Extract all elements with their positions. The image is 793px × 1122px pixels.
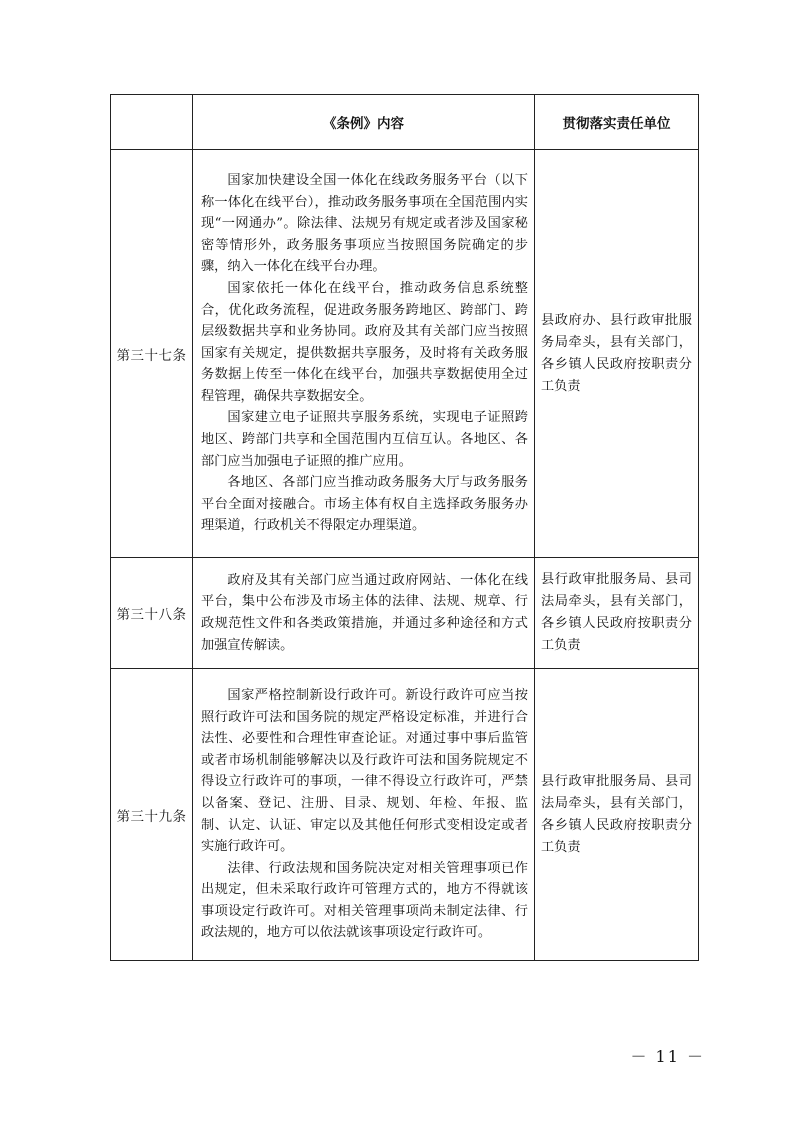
article-number: 第三十八条: [111, 558, 193, 669]
page-number: － 11 －: [630, 1047, 705, 1066]
table-row: [111, 669, 699, 961]
content-paragraph: 国家建立电子证照共享服务系统，实现电子证照跨地区、跨部门共享和全国范围内互信互认。各地区、各部门应当加强电子证照的推广应用。: [201, 410, 528, 469]
article-number: 第三十七条: [111, 150, 193, 558]
table-row: [111, 558, 699, 669]
article-number: 第三十九条: [111, 669, 193, 961]
responsible-unit: 县政府办、县行政审批服务局牵头，县有关部门，各乡镇人民政府按职责分工负责: [535, 150, 699, 558]
content-paragraph: 政府及其有关部门应当通过政府网站、一体化在线平台，集中公布涉及市场主体的法律、法规、规章、行政规范性文件和各类政策措施，并通过多种途径和方式加强宣传解读。: [201, 572, 528, 653]
unit-column-header: 贯彻落实责任单位: [535, 95, 699, 150]
article-column-header: [111, 95, 193, 150]
article-content: [193, 669, 535, 961]
responsible-unit: 县行政审批服务局、县司法局牵头，县有关部门，各乡镇人民政府按职责分工负责: [535, 558, 699, 669]
content-paragraph: 国家加快建设全国一体化在线政务服务平台（以下称一体化在线平台），推动政务服务事项在全国范围内实现“一网通办”。除法律、法规另有规定或者涉及国家秘密等情形外，政务服务事项应当按照国务院确定的步骤，纳入一体化在线平台办理。: [201, 172, 528, 275]
article-content: [193, 558, 535, 669]
content-paragraph: 国家依托一体化在线平台，推动政务信息系统整合，优化政务流程，促进政务服务跨地区、跨部门、跨层级数据共享和业务协同。政府及其有关部门应当按照国家有关规定，提供数据共享服务，及时将有关政务服务数据上传至一体化在线平台，加强共享数据使用全过程管理，确保共享数据安全。: [201, 280, 528, 404]
content-paragraph: 各地区、各部门应当推动政务服务大厅与政务服务平台全面对接融合。市场主体有权自主选择政务服务办理渠道，行政机关不得限定办理渠道。: [201, 475, 528, 534]
content-paragraph: 法律、行政法规和国务院决定对相关管理事项已作出规定，但未采取行政许可管理方式的，地方不得就该事项设定行政许可。对相关管理事项尚未制定法律、行政法规的，地方可以依法就该事项设定行政许可。: [201, 860, 528, 941]
regulation-table: [110, 94, 699, 961]
table-header-row: [111, 95, 699, 150]
table-row: [111, 150, 699, 558]
content-column-header: 《条例》内容: [193, 95, 535, 150]
responsible-unit: 县行政审批服务局、县司法局牵头，县有关部门，各乡镇人民政府按职责分工负责: [535, 669, 699, 961]
article-content: [193, 150, 535, 558]
content-paragraph: 国家严格控制新设行政许可。新设行政许可应当按照行政许可法和国务院的规定严格设定标准，并进行合法性、必要性和合理性审查论证。对通过事中事后监管或者市场机制能够解决以及行政许可法和国务院规定不得设立行政许可的事项，一律不得设立行政许可，严禁以备案、登记、注册、目录、规划、年检、年报、监制、认定、认证、审定以及其他任何形式变相设定或者实施行政许可。: [201, 687, 528, 855]
